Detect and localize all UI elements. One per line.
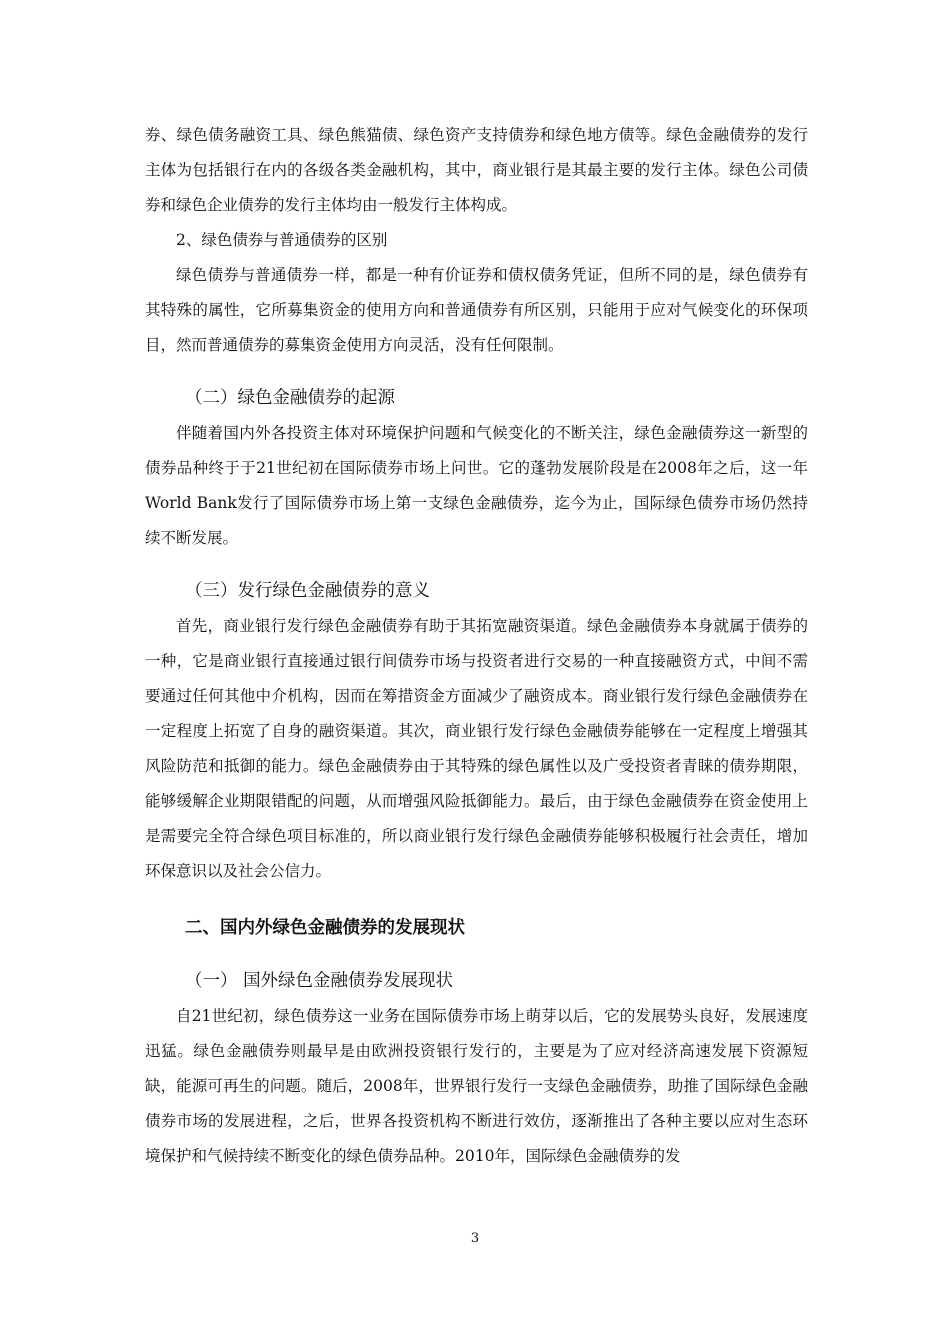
paragraph-foreign-status: 自21世纪初，绿色债券这一业务在国际债券市场上萌芽以后，它的发展势头良好，发展速度迅猛。绿色金融债券则最早是由欧洲投资银行发行的，主要是为了应对经济高速发展下资源短缺，能源可再生的问题。随后，2008年，世界银行发行一支绿色金融债券，助推了国际绿色金融债券市场的发展进程，之后，世界各投资机构不断进行效仿，逐渐推出了各种主要以应对生态环境保护和气候持续不断变化的绿色债券品种。2010年，国际绿色金融债券的发 xyxy=(145,1007,808,1165)
paragraph-green-bond-types: 券、绿色债务融资工具、绿色熊猫债、绿色资产支持债券和绿色地方债等。绿色金融债券的发行主体为包括银行在内的各级各类金融机构，其中，商业银行是其最主要的发行主体。绿色公司债券和绿色企业债券的发行主体均由一般发行主体构成。 xyxy=(145,126,808,214)
heading-foreign-status: （一） 国外绿色金融债券发展现状 xyxy=(185,971,454,991)
subheading-green-vs-ordinary: 2、绿色债券与普通债券的区别 xyxy=(176,231,388,249)
paragraph-green-vs-ordinary: 绿色债券与普通债券一样，都是一种有价证券和债权债务凭证，但所不同的是，绿色债券有其特殊的属性，它所募集资金的使用方向和普通债券有所区别，只能用于应对气候变化的环保项目，然而普通债券的募集资金使用方向灵活，没有任何限制。 xyxy=(145,266,808,354)
paragraph-meaning: 首先，商业银行发行绿色金融债券有助于其拓宽融资渠道。绿色金融债券本身就属于债券的一种，它是商业银行直接通过银行间债券市场与投资者进行交易的一种直接融资方式，中间不需要通过任何其他中介机构，因而在筹措资金方面减少了融资成本。商业银行发行绿色金融债券在一定程度上拓宽了自身的融资渠道。其次，商业银行发行绿色金融债券能够在一定程度上增强其风险防范和抵御的能力。绿色金融债券由于其特殊的绿色属性以及广受投资者青睐的债券期限，能够缓解企业期限错配的问题，从而增强风险抵御能力。最后，由于绿色金融债券在资金使用上是需要完全符合绿色项目标准的，所以商业银行发行绿色金融债券能够积极履行社会责任，增加环保意识以及社会公信力。 xyxy=(145,617,808,880)
heading-section-2: 二、国内外绿色金融债券的发展现状 xyxy=(185,918,465,938)
page-number: 3 xyxy=(470,1231,480,1246)
paragraph-origin: 伴随着国内外各投资主体对环境保护问题和气候变化的不断关注，绿色金融债券这一新型的债券品种终于于21世纪初在国际债券市场上问世。它的蓬勃发展阶段是在2008年之后，这一年World Bank发行了国际债券市场上第一支绿色金融债券，迄今为止，国际绿色债券市场仍然持续不断发展。 xyxy=(145,424,808,547)
heading-meaning: （三）发行绿色金融债券的意义 xyxy=(185,581,430,601)
page-body xyxy=(145,118,808,1174)
heading-origin: （二）绿色金融债券的起源 xyxy=(185,388,395,408)
